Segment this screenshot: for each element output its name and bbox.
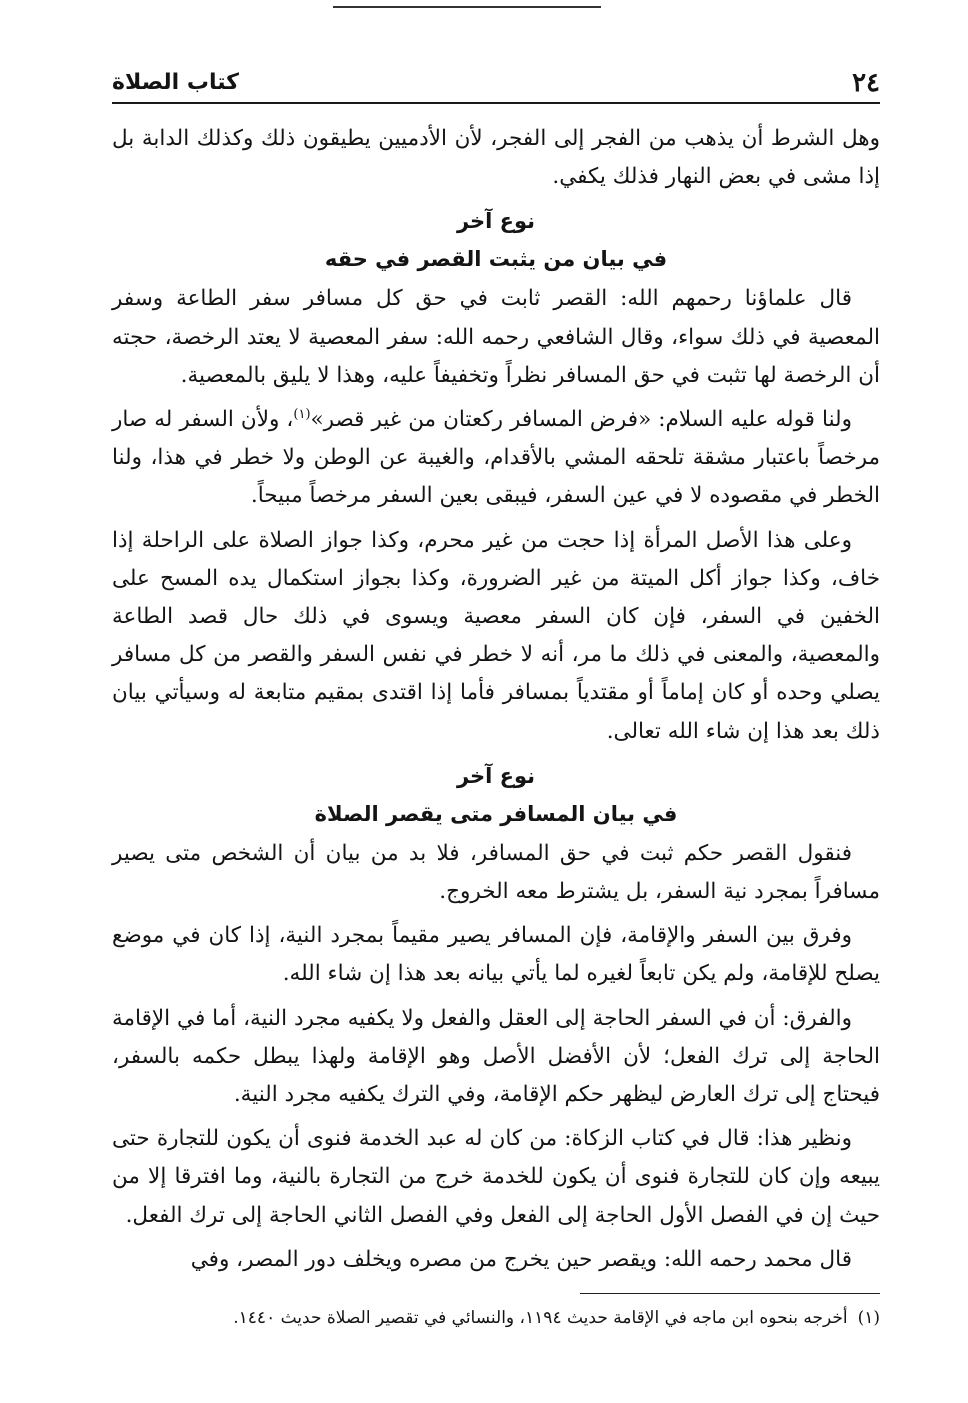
section1-paragraph-2-after: ، ولأن السفر له صار مرخصاً باعتبار مشقة تلحقه المشي بالأقدام، والغيبة عن الوطن ولا خطر في هذا، ولنا الخطر في مقصوده لا في عين السفر، فيبقى بعين السفر مرخصاً مبيحاً. (112, 407, 880, 509)
section1-paragraph-2 (112, 401, 880, 516)
section2-title: نوع آخر (456, 763, 536, 788)
section1-paragraph-1: قال علماؤنا رحمهم الله: القصر ثابت في حق كل مسافر سفر الطاعة وسفر المعصية في ذلك سواء، وقال الشافعي رحمه الله: سفر المعصية لا يعتد الرخصة، حجته أن الرخصة لها تثبت في حق المسافر نظراً وتخفيفاً عليه، وهذا لا يليق بالمعصية. (112, 286, 880, 388)
footnote-marker: (١) (293, 406, 311, 422)
section2-paragraph-5: قال محمد رحمه الله: ويقصر حين يخرج من مصره ويخلف دور المصر، وفي (190, 1246, 852, 1272)
section2-paragraph-2: وفرق بين السفر والإقامة، فإن المسافر يصير مقيماً بمجرد النية، إذا كان في موضع يصلح للإقامة، ولم يكن تابعاً لغيره لما يأتي بيانه بعد هذا إن شاء الله. (112, 923, 880, 987)
page-body (112, 120, 880, 1285)
footnote-rule (580, 1293, 880, 1294)
section1-subtitle: في بيان من يثبت القصر في حقه (324, 247, 668, 272)
section1-paragraph-3: وعلى هذا الأصل المرأة إذا حجت من غير محرم، وكذا جواز الصلاة على الراحلة إذا خاف، وكذا جواز أكل الميتة من غير الضرورة، وكذا بجواز استكمال يده المسح على الخفين في السفر، فإن كان السفر معصية ويسوى في ذلك حال قصد الطاعة والمعصية، والمعنى في ذلك ما مر، أنه لا خطر في نفس السفر والقصر من كل مسافر يصلي وحده أو كان إماماً أو مقتدياً بمسافر فأما إذا اقتدى بمقيم متابعة له وسيأتي بيان ذلك بعد هذا إن شاء الله تعالى. (112, 527, 880, 744)
section2-paragraph-1: فنقول القصر حكم ثبت في حق المسافر، فلا بد من بيان أن الشخص متى يصير مسافراً بمجرد نية السفر، بل يشترط معه الخروج. (112, 840, 880, 905)
section2-paragraph-4: ونظير هذا: قال في كتاب الزكاة: من كان له عبد الخدمة فنوى أن يكون للتجارة حتى يبيعه وإن كان للتجارة فنوى أن يكون للخدمة خرج من التجارة بالنية، وما افترقا إلا من حيث إن في الفصل الأول الحاجة إلى الفعل وفي الفصل الثاني الحاجة إلى ترك الفعل. (112, 1126, 880, 1228)
section2-paragraph-3: والفرق: أن في السفر الحاجة إلى العقل والفعل ولا يكفيه مجرد النية، أما في الإقامة الحاجة إلى ترك الفعل؛ لأن الأفضل الأصل وهو الإقامة ولهذا يبطل حكمه بالسفر، فيحتاج إلى ترك العارض ليظهر حكم الإقامة، وفي الترك يكفيه مجرد النية. (112, 1005, 880, 1108)
top-rule (333, 6, 601, 8)
footnote (112, 1303, 880, 1333)
intro-paragraph: وهل الشرط أن يذهب من الفجر إلى الفجر، لأن الأدميين يطيقون ذلك وكذلك الدابة بل إذا مشى في بعض النهار فذلك يكفي. (112, 126, 880, 190)
section2-subtitle: في بيان المسافر متى يقصر الصلاة (314, 801, 678, 826)
section1-paragraph-2-before: ولنا قوله عليه السلام: «فرض المسافر ركعتان من غير قصر» (310, 407, 852, 433)
page-number: ٢٤ (852, 68, 880, 98)
running-title: كتاب الصلاة (112, 70, 239, 95)
page-header (112, 56, 880, 104)
section1-title: نوع آخر (456, 209, 536, 234)
footnote-number: (١) (857, 1308, 880, 1328)
footnote-text: أخرجه بنحوه ابن ماجه في الإقامة حديث ١١٩٤، والنسائي في تقصير الصلاة حديث ١٤٤٠. (233, 1308, 848, 1328)
